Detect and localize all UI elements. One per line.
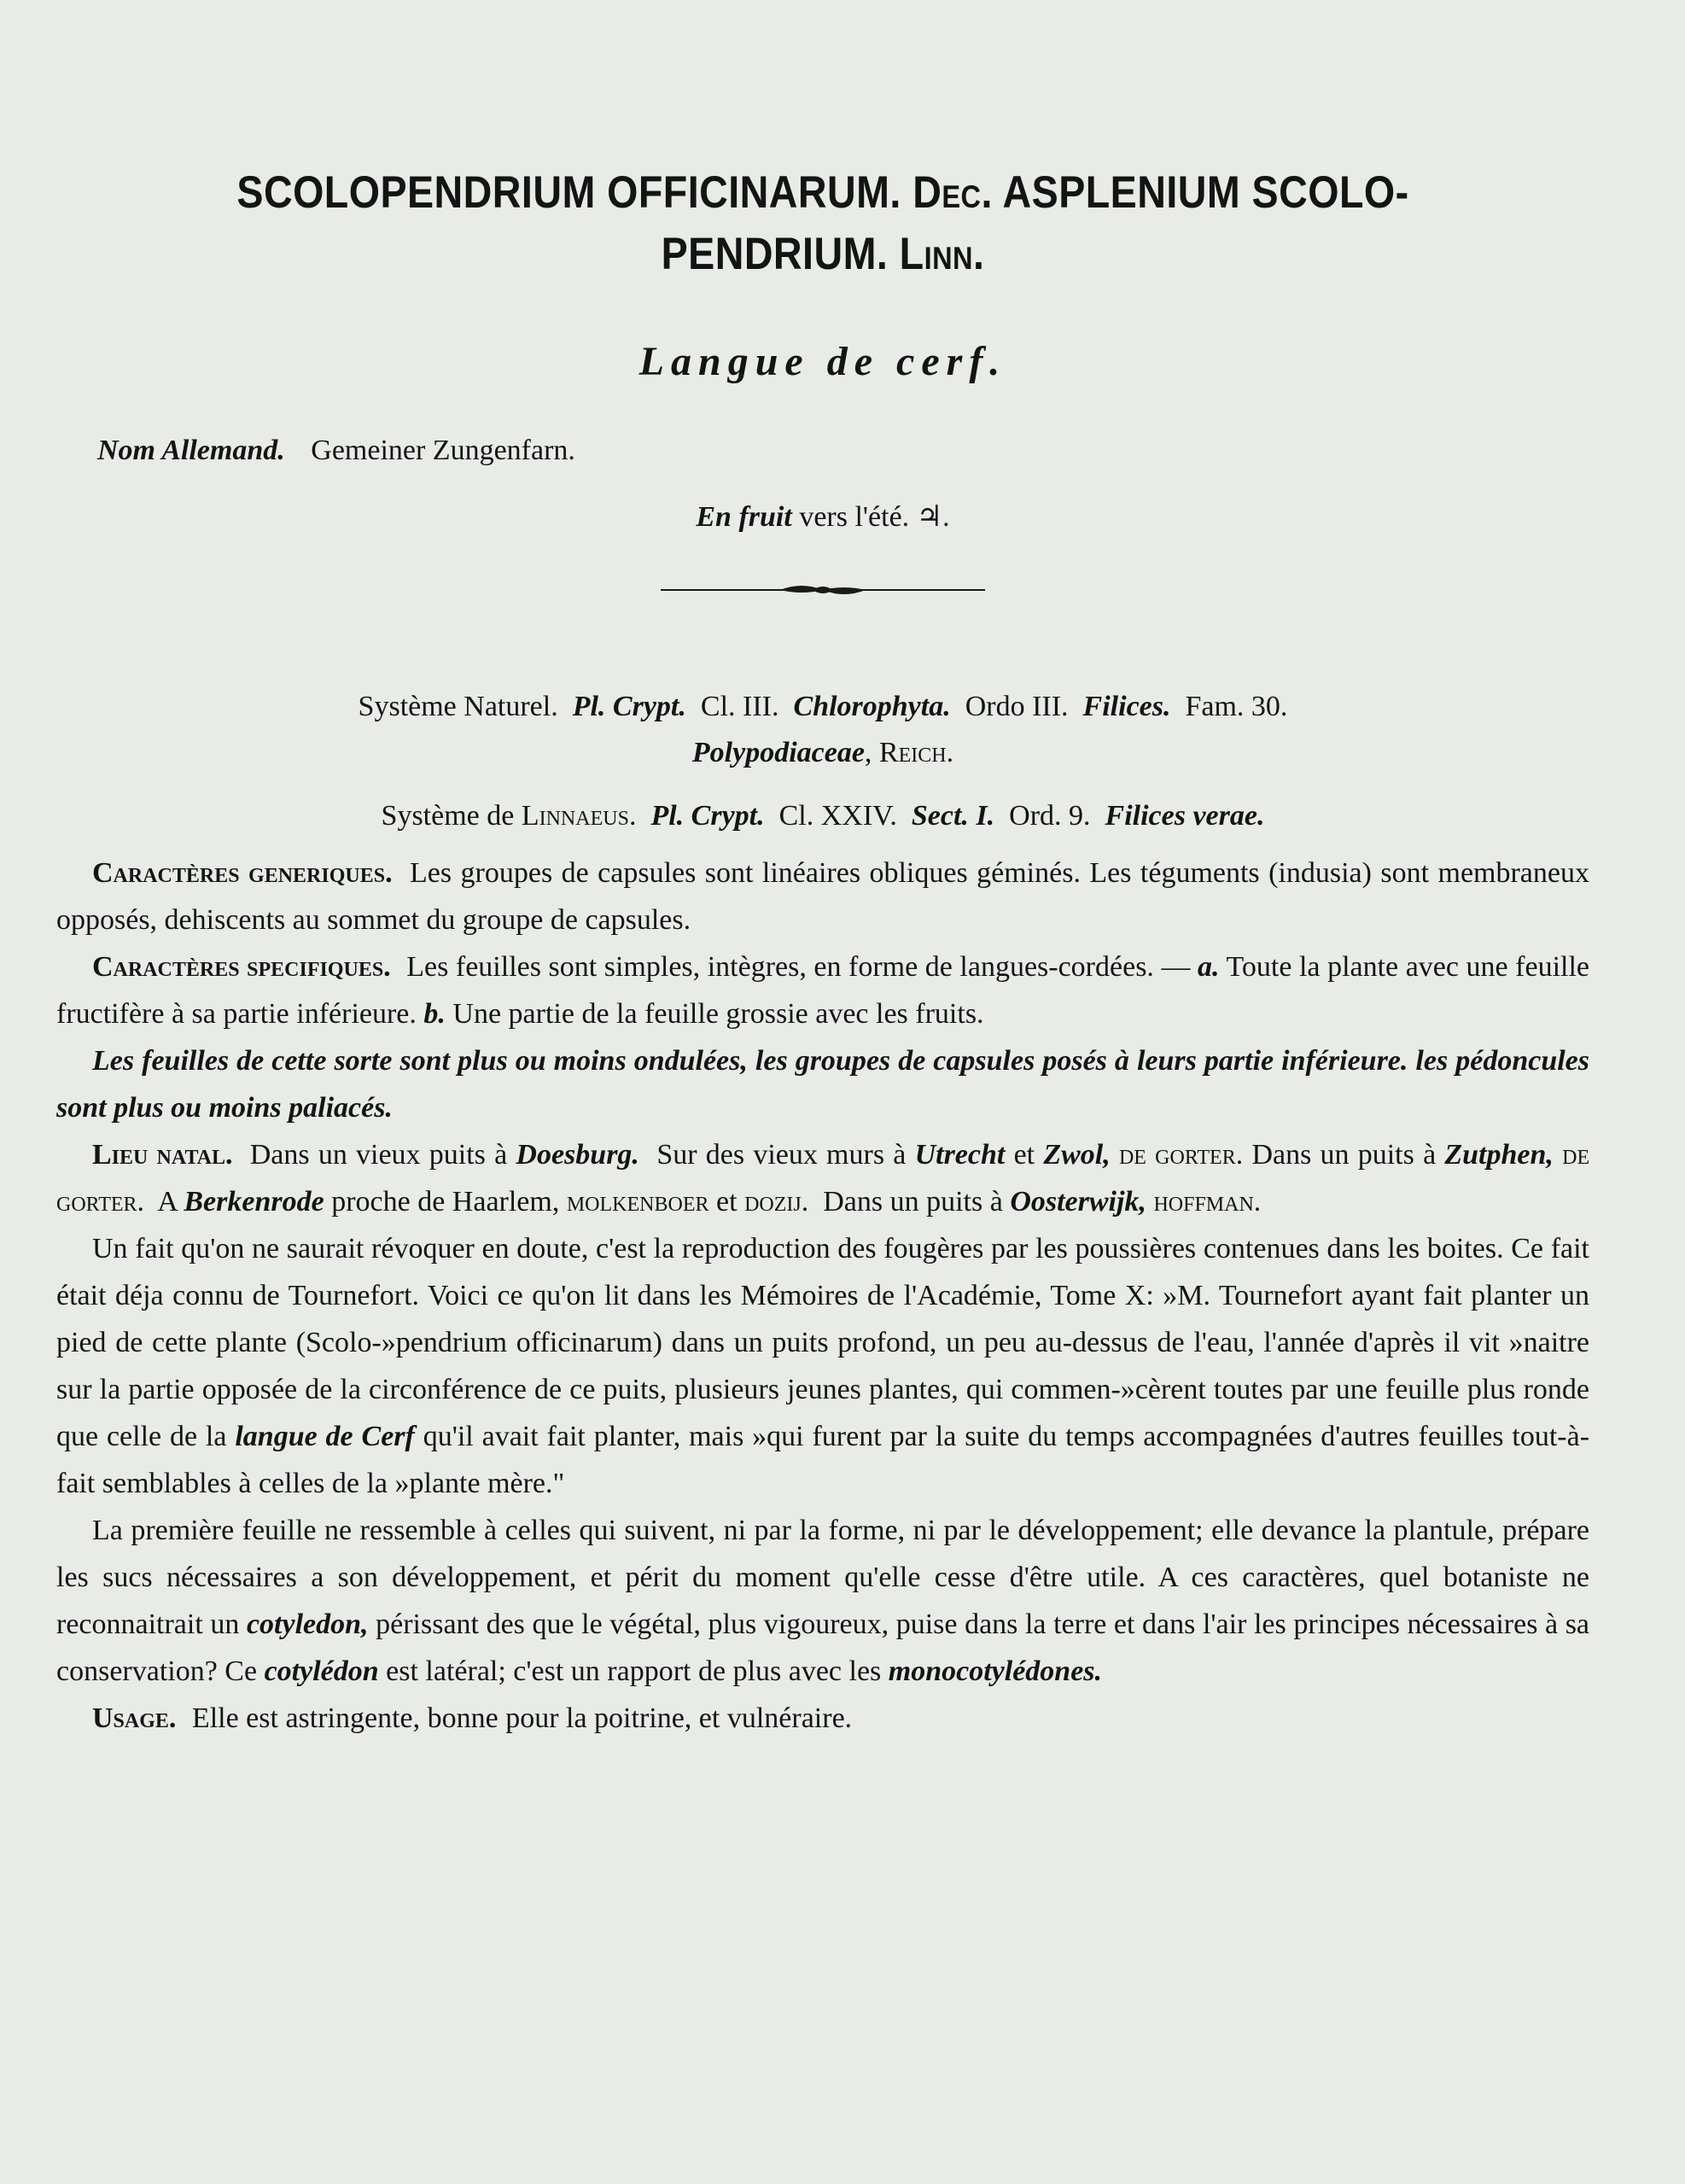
author-gorter-1: de gorter. — [1118, 1139, 1244, 1171]
usage-text: Elle est astringente, bonne pour la poitrine, et vulnéraire. — [191, 1702, 853, 1734]
syslin-sect: Sect. I. — [911, 800, 995, 832]
author-dozij: dozij. — [744, 1186, 809, 1218]
german-name-value: Gemeiner Zungenfarn. — [311, 435, 575, 466]
specifiques-text-2: Toute la plante avec une feuille fructifère à sa partie inférieure. — [56, 951, 1590, 1030]
tournefort-text-2: qu'il avait fait planter, mais »qui furent par la suite du temps accompagnées d'autres feuilles tout-à-fait semblables à celles de la »plante mère." — [56, 1421, 1590, 1499]
fruiting-label: En fruit — [696, 501, 792, 533]
premiere-cotyledon-2: cotylédon — [264, 1656, 379, 1687]
title-synonym-cont: PENDRIUM. — [661, 229, 889, 279]
place-doesburg: Doesburg. — [516, 1139, 639, 1171]
place-zutphen: Zutphen, — [1444, 1139, 1554, 1171]
specifiques-a: a. — [1198, 951, 1220, 983]
paragraph-tournefort — [56, 1225, 1589, 1507]
syslin-ord: Ord. 9. — [1009, 800, 1091, 832]
sysnat-label: Système Naturel. — [358, 691, 558, 722]
premiere-text-3: est latéral; c'est un rapport de plus avec les — [386, 1656, 882, 1687]
premiere-text-1: La première feuille ne ressemble à celles qui suivent, ni par la forme, ni par le développement; elle devance la plantule, prépare les sucs nécessaires a son développement, et périt du moment qu'elle cesse d'être utile. A ces caractères, quel botaniste ne reconnaitrait un — [56, 1515, 1589, 1640]
title-genus-species: SCOLOPENDRIUM OFFICINARUM. — [236, 167, 901, 218]
lieu-text-4: A — [157, 1186, 177, 1218]
author-gorter-2: de gorter. — [56, 1139, 1590, 1218]
sysnat-polypodiaceae: Polypodiaceae — [691, 737, 865, 768]
syslin-name: Linnaeus. — [521, 800, 637, 832]
syslin-cl: Cl. XXIV. — [778, 800, 897, 832]
tournefort-text-1: Un fait qu'on ne saurait révoquer en doute, c'est la reproduction des fougères par les poussières contenues dans les boites. Ce fait était déja connu de Tournefort. Voici ce qu'on lit dans les Mémoires de l'Académie, Tome X: »M. Tournefort ayant fait planter un pied de cette plante (Scolo-»pendrium officinarum) dans un puits profond, un peu au-dessus de l'eau, l'année d'après il vit »naitre sur la partie opposée de la circonférence de ce puits, plusieurs jeunes plantes, qui commen-»cèrent toutes par une feuille plus ronde que celle de la — [56, 1233, 1589, 1452]
lieu-text-2: Sur des vieux murs à — [656, 1139, 907, 1171]
lieu-text-6: et — [716, 1186, 738, 1218]
sysnat-filices: Filices. — [1082, 691, 1171, 722]
systeme-linnaeus — [56, 800, 1589, 832]
german-name — [97, 435, 1589, 467]
generiques-text: Les groupes de capsules sont linéaires obliques géminés. Les téguments (indusia) sont membraneux opposés, dehiscents au sommet du groupe de capsules. — [56, 857, 1589, 936]
sysnat-pl: Pl. Crypt. — [572, 691, 686, 722]
fruiting-text: vers l'été. ♃. — [799, 501, 950, 533]
specifiques-text-1: Les feuilles sont simples, intègres, en forme de langues-cordées. — — [406, 951, 1191, 983]
specifiques-label: Caractères specifiques. — [92, 951, 391, 983]
sysnat-chlorophyta: Chlorophyta. — [793, 691, 951, 722]
common-name: Langue de cerf. — [638, 339, 1007, 384]
systeme-naturel — [56, 684, 1589, 776]
specifiques-b: b. — [423, 998, 446, 1030]
paragraph-specifiques — [56, 943, 1589, 1037]
lieu-text-1: Dans un vieux puits à — [249, 1139, 508, 1171]
lieu-text-3: Dans un puits à — [1251, 1139, 1437, 1171]
german-name-label: Nom Allemand. — [97, 435, 285, 466]
sysnat-fam: Fam. 30. — [1185, 691, 1288, 722]
syslin-pl: Pl. Crypt. — [650, 800, 765, 832]
sysnat-ordo: Ordo III. — [965, 691, 1069, 722]
place-berkenrode: Berkenrode — [184, 1186, 324, 1218]
premiere-monocotyledones: monocotylédones. — [888, 1656, 1103, 1687]
title-synonym: ASPLENIUM SCOLO- — [1002, 167, 1409, 218]
paragraph-usage — [56, 1695, 1589, 1742]
paragraph-note: Les feuilles de cette sorte sont plus ou moins ondulées, les groupes de capsules posés à leurs partie inférieure. les pédoncules sont plus ou moins paliacés. — [56, 1045, 1589, 1124]
sysnat-cl: Cl. III. — [700, 691, 779, 722]
page-title — [149, 162, 1497, 285]
specifiques-text-3: Une partie de la feuille grossie avec les fruits. — [452, 998, 984, 1030]
paragraph-generiques — [56, 850, 1589, 943]
syslin-label: Système de — [381, 800, 515, 832]
premiere-text-2: périssant des que le végétal, plus vigoureux, puise dans la terre et dans l'air les principes nécessaires à sa conservation? Ce — [56, 1609, 1590, 1687]
lieu-et: et — [1013, 1139, 1035, 1171]
title-author-dec: Dec. — [912, 167, 993, 218]
fruiting-season — [56, 499, 1589, 534]
paragraph-lieu-natal — [56, 1131, 1589, 1225]
author-hoffman: hoffman. — [1153, 1186, 1262, 1218]
author-molkenboer: molkenboer — [566, 1186, 709, 1218]
tournefort-langue-de-cerf: langue de Cerf — [235, 1421, 415, 1452]
title-author-linn: Linn. — [899, 229, 985, 279]
ornament-divider — [661, 580, 985, 600]
syslin-filices: Filices verae. — [1105, 800, 1265, 832]
place-oosterwijk: Oosterwijk, — [1010, 1186, 1146, 1218]
place-zwol: Zwol, — [1043, 1139, 1111, 1171]
lieu-label: Lieu natal. — [92, 1139, 233, 1171]
paragraph-premiere-feuille — [56, 1507, 1589, 1695]
lieu-text-5: proche de Haarlem, — [331, 1186, 560, 1218]
place-utrecht: Utrecht — [914, 1139, 1006, 1171]
premiere-cotyledon-1: cotyledon, — [246, 1609, 369, 1640]
sysnat-reich: , Reich. — [864, 737, 954, 768]
generiques-label: Caractères generiques. — [92, 857, 393, 889]
lieu-text-7: Dans un puits à — [823, 1186, 1003, 1218]
usage-label: Usage. — [92, 1702, 177, 1734]
